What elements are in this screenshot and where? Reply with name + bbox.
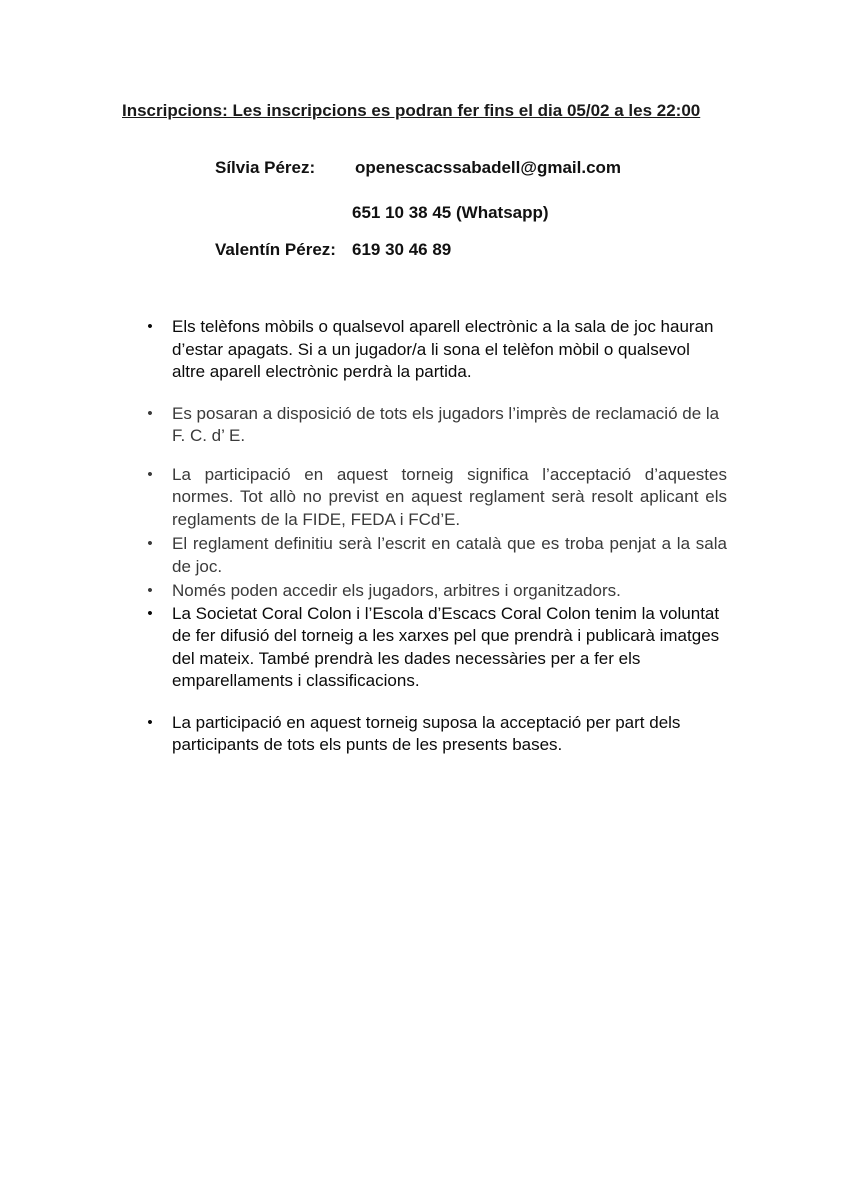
list-item (145, 403, 727, 448)
bullet-icon: • (147, 713, 153, 731)
rule-text: Només poden accedir els jugadors, arbitres i organitzadors. (172, 581, 621, 600)
rule-text: Es posaran a disposició de tots els jugadors l’imprès de reclamació de la F. C. d’ E. (172, 403, 720, 445)
contact-phone-whatsapp: 651 10 38 45 (Whatsapp) (352, 203, 549, 222)
rule-text: El reglament definitiu serà l’escrit en català que es troba penjat a la sala de joc. (172, 534, 727, 576)
bullet-icon: • (147, 318, 153, 335)
bullet-icon: • (147, 404, 153, 422)
rule-text: La participació en aquest torneig significa l’acceptació d’aquestes normes. Tot allò no previst en aquest reglament serà resolt aplicant els reglaments de la FIDE, FEDA i FCd’E. (172, 464, 727, 529)
contact-name-valentin: Valentín Pérez: (215, 240, 336, 259)
list-item (145, 712, 727, 757)
list-item (145, 316, 727, 384)
rule-text: Els telèfons mòbils o qualsevol aparell electrònic a la sala de joc hauran d’estar apagats. Si a un jugador/a li sona el telèfon mòbil o qualsevol altre aparell electrònic perdrà la partida. (172, 317, 714, 381)
contact-name-silvia: Sílvia Pérez: (215, 158, 316, 177)
rule-text: La Societat Coral Colon i l’Escola d’Escacs Coral Colon tenim la voluntat de fer difusió del torneig a les xarxes pel que prendrà i publicarà imatges del mateix. També prendrà les dades necessàries per a fer els emparellaments i classificacions. (172, 603, 720, 690)
bullet-icon: • (147, 604, 153, 622)
list-item (145, 580, 727, 603)
registration-heading: Inscripcions: Les inscripcions es podran fer fins el dia 05/02 a les 22:00 (122, 101, 701, 120)
list-item (145, 603, 727, 693)
list-item (145, 464, 727, 532)
rules-list (145, 316, 727, 757)
list-item (145, 533, 727, 578)
rule-text: La participació en aquest torneig suposa la acceptació per part dels participants de tots els punts de les presents bases. (172, 712, 681, 754)
bullet-icon: • (147, 535, 153, 552)
bullet-icon: • (147, 582, 153, 599)
contact-email: openescacssabadell@gmail.com (355, 158, 622, 177)
bullet-icon: • (147, 465, 153, 483)
contact-phone-valentin: 619 30 46 89 (352, 240, 452, 259)
